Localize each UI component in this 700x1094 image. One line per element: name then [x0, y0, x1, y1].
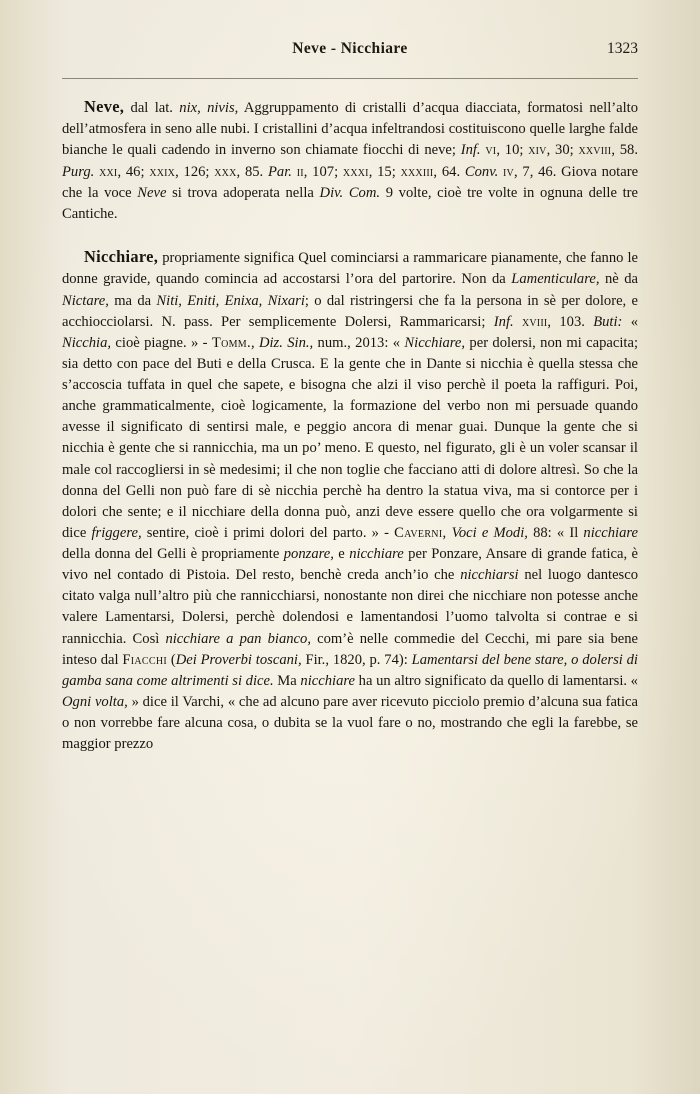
dictionary-entry-nicchiare: [62, 245, 638, 755]
entry-body: propriamente significa Quel cominciarsi a rammaricare pianamente, che fanno le donne gravide, quando comincia ad accostarsi l’ora del partorire. Non da Lamenticulare, nè da Nictare, ma da Niti, Eniti, Enixa, Nixari; o dal ristringersi che fa la persona in sè per dolore, e acchiocciolarsi. N. pass. Per semplicemente Dolersi, Rammaricarsi; Inf. xviii, 103. Buti: « Nicchia, cioè piagne. » - Tomm., Diz. Sin., num., 2013: « Nicchiare, per dolersi, non mi capacita; sia detto con pace del Buti e della Crusca. E la gente che in Dante si nicchia è quella stessa che s’accoscia tuffata in quel che sapete, e bisogna che alzi il viso perchè il poeta la raffiguri. Poi, anche grammaticalmente, cioè logicamente, la formazione del verbo non mi persuade quando avesse il significato di sentirsi male, e peggio ancora di menar guai. Dunque la gente che si nicchia è gente che si rannicchia, ma un po’ meno. E questo, nel figurato, gli è un voler scansar il male col raccogliersi in sè medesimi; il che non toglie che facciano atti di dolore altresì. So che la donna del Gelli non può fare di sè nicchia perchè ha dentro la statua viva, ma si contorce per i dolori che sente; e il nicchiare della donna può, anzi deve essere quello che ora volgarmente si dice friggere, sentire, cioè i primi dolori del parto. » - Caverni, Voci e Modi, 88: « Il nicchiare della donna del Gelli è propriamente ponzare, e nicchiare per Ponzare, Ansare di grande fatica, è vivo nel contado di Pistoia. Del resto, benchè creda anch’io che nicchiarsi nel luogo dantesco citato valga null’altro più che rannicchiarsi, nonostante non direi che nicchiare non potesse anche valere Lamentarsi, Dolersi, perchè dolendosi e lamentandosi l’uomo talvolta si contrae e si rannicchia. Così nicchiare a pan bianco, com’è nelle commedie del Cecchi, mi pare sia bene inteso dal Fiacchi (Dei Proverbi toscani, Fir., 1820, p. 74): Lamentarsi del bene stare, o dolersi di gamba sana come altrimenti si dice. Ma nicchiare ha un altro significato da quello di lamentarsi. « Ogni volta, » dice il Varchi, « che ad alcuno pare aver ricevuto picciolo premio d’alcuna sua fatica o non vorrebbe fare alcuna cosa, o dubita se la vuol fare o no, mostrando che egli la farebbe, se maggior prezzo: [62, 250, 639, 753]
page-header: [62, 40, 638, 70]
running-title: Neve - Nicchiare: [292, 40, 408, 57]
entry-body: dal lat. nix, nivis, Aggruppamento di cristalli d’acqua diacciata, formatosi nell’alto dell’atmosfera in seno alle nubi. I cristallini d’acqua infeltrandosi costituiscono quelle larghe falde bianche le quali cadendo in inverno son chiamate fiocchi di neve; Inf. vi, 10; xiv, 30; xxviii, 58. Purg. xxi, 46; xxix, 126; xxx, 85. Par. ii, 107; xxxi, 15; xxxiii, 64. Conv. iv, 7, 46. Giova notare che la voce Neve si trova adoperata nella Div. Com. 9 volte, cioè tre volte in ognuna delle tre Cantiche.: [62, 100, 639, 223]
page-number: 1323: [607, 40, 638, 57]
entry-headword: Neve,: [84, 97, 125, 116]
dictionary-entry-neve: [62, 95, 638, 225]
header-divider: [62, 78, 638, 79]
entry-headword: Nicchiare,: [84, 247, 159, 267]
